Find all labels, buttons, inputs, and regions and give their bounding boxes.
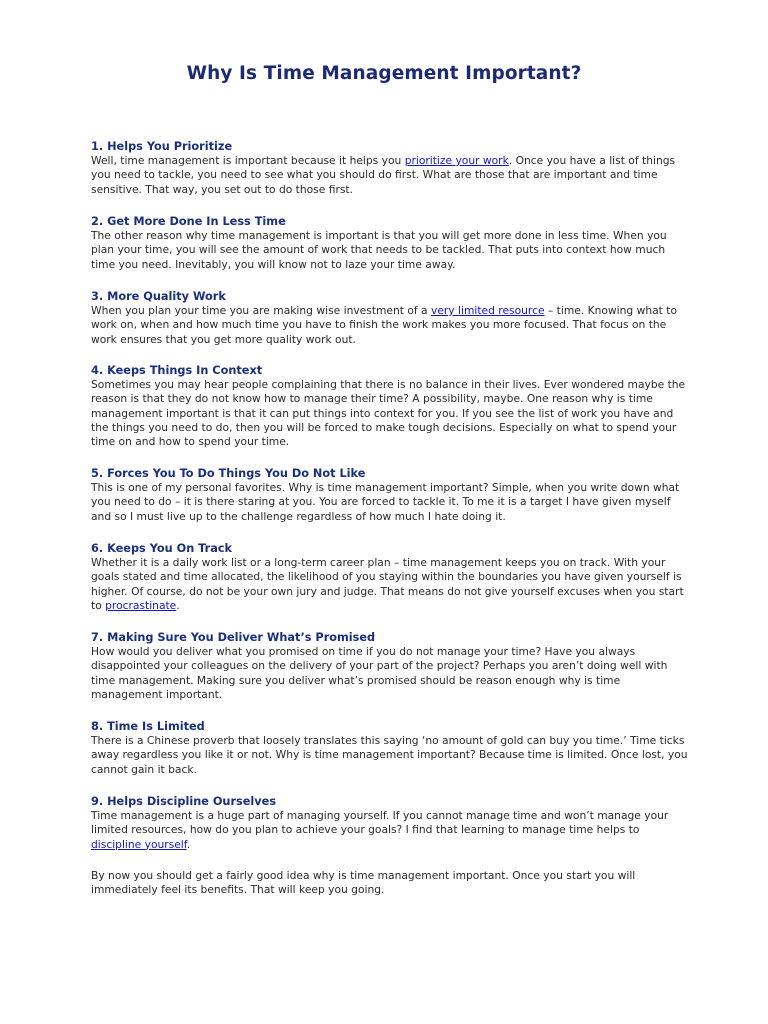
section-heading: 3. More Quality Work <box>91 290 226 303</box>
body-text: . Once you have a list of things you need to tackle, you need to see what you should do first. What are those that are important and time sensitive. That way, you set out to do those first. <box>91 154 676 196</box>
body-text: Whether it is a daily work list or a long-term career plan – time management keeps you on track. With your goals stated and time allocated, the likelihood of you staying within the boundaries you have given yourself is higher. Of course, do not be your own jury and judge. That means do not give yourself excuses when you start to <box>91 556 684 612</box>
body-text: . <box>176 598 180 612</box>
section-heading: 6. Keeps You On Track <box>91 542 233 555</box>
section-heading: 1. Helps You Prioritize <box>91 140 233 153</box>
section-more-quality-work <box>91 290 691 347</box>
section-keeps-things-in-context <box>91 364 691 449</box>
very-limited-resource-link[interactable]: very limited resource <box>431 304 545 317</box>
section-body: Sometimes you may hear people complaining that there is no balance in their lives. Ever wondered maybe the reason is that they do not know how to manage their time? A possibility, maybe. One reason why is time management important is that it can put things into context for you. If you see the list of work you have and the things you need to do, then you will be forced to make tough decisions. Especially on what to spend your time on and how to spend your time. <box>91 378 686 449</box>
section-get-more-done <box>91 215 691 272</box>
section-heading: 9. Helps Discipline Ourselves <box>91 795 277 808</box>
body-text: Well, time management is important because it helps you <box>91 154 405 167</box>
section-keeps-you-on-track <box>91 542 691 613</box>
body-text: – time. Knowing what to work on, when and how much time you have to finish the work makes you more focused. That focus on the work ensures that you get more quality work out. <box>91 304 677 346</box>
discipline-yourself-link[interactable]: discipline yourself <box>91 837 187 851</box>
section-body <box>91 304 691 347</box>
section-body: There is a Chinese proverb that loosely translates this saying ‘no amount of gold can buy you time.’ Time ticks away regardless you like it or not. Why is time management important? Because time is limited. Once lost, you cannot gain it back. <box>91 734 688 776</box>
section-making-sure-you-deliver <box>91 631 691 702</box>
section-heading: 5. Forces You To Do Things You Do Not Like <box>91 467 366 480</box>
section-body: How would you deliver what you promised on time if you do not manage your time? Have you always disappointed your colleagues on the delivery of your part of the project? Perhaps you aren’t doing well with time management. Making sure you deliver what’s promised should be reason enough why is time management important. <box>91 645 668 701</box>
section-helps-you-prioritize <box>91 140 691 197</box>
section-helps-discipline <box>91 795 691 852</box>
section-heading: 2. Get More Done In Less Time <box>91 215 286 228</box>
closing-paragraph: By now you should get a fairly good idea why is time management important. Once you start you will immediately feel its benefits. That will keep you going. <box>91 869 636 897</box>
section-forces-you <box>91 467 691 524</box>
section-body <box>91 809 691 852</box>
body-text: . <box>186 837 191 851</box>
section-heading: 4. Keeps Things In Context <box>91 364 263 377</box>
closing-section <box>91 869 691 898</box>
section-body <box>91 556 691 613</box>
section-heading: 8. Time Is Limited <box>91 720 205 733</box>
section-body: This is one of my personal favorites. Why is time management important? Simple, when you write down what you need to do – it is there staring at you. You are forced to tackle it. To me it is a target I have given myself and so I must live up to the challenge regardless of how much I hate doing it. <box>91 481 680 523</box>
section-body <box>91 154 691 197</box>
section-body: The other reason why time management is important is that you will get more done in less time. When you plan your time, you will see the amount of work that needs to be tackled. That puts into context how much time you need. Inevitably, you will know not to laze your time away. <box>91 229 667 271</box>
procrastinate-link[interactable]: procrastinate <box>105 598 177 612</box>
section-heading: 7. Making Sure You Deliver What’s Promised <box>91 631 376 644</box>
body-text: When you plan your time you are making wise investment of a <box>91 304 432 317</box>
body-text: Time management is a huge part of managing yourself. If you cannot manage time and won’t manage your limited resources, how do you plan to achieve your goals? I find that learning to manage time helps to <box>91 809 669 837</box>
prioritize-your-work-link[interactable]: prioritize your work <box>404 154 509 167</box>
section-time-is-limited <box>91 720 691 777</box>
page-title: Why Is Time Management Important? <box>186 63 582 84</box>
